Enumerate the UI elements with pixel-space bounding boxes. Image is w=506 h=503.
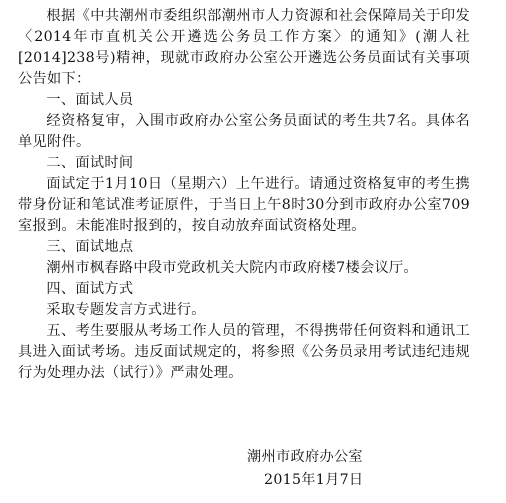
section-4-body: 采取专题发言方式进行。 bbox=[46, 302, 206, 318]
section-3-heading: 三、面试地点 bbox=[46, 239, 134, 255]
signature-org: 潮州市政府办公室 bbox=[247, 449, 363, 465]
section-2-body: 面试定于1月10日（星期六）上午进行。请通过资格复审的考生携带身份证和笔试准考证原件，于当日上午8时30分到市政府办公室709室报到。未能准时报到的，按自动放弃面试资格处理。 bbox=[18, 176, 470, 234]
section-4-heading: 四、面试方式 bbox=[46, 281, 134, 297]
section-5-body: 五、考生要服从考场工作人员的管理，不得携带任何资料和通讯工具进入面试考场。违反面试规定的，将参照《公务员录用考试违纪违规行为处理办法（试行）》严肃处理。 bbox=[18, 323, 470, 381]
section-2-heading: 二、面试时间 bbox=[46, 155, 134, 171]
signature-date: 2015年1月7日 bbox=[264, 472, 364, 488]
notice-body bbox=[18, 6, 470, 384]
section-1-body: 经资格复审，入围市政府办公室公务员面试的考生共7名。具体名单见附件。 bbox=[18, 113, 470, 150]
section-3-body: 潮州市枫春路中段市党政机关大院内市政府楼7楼会议厅。 bbox=[46, 260, 418, 276]
intro-paragraph: 根据《中共潮州市委组织部潮州市人力资源和社会保障局关于印发〈2014年市直机关公开遴选公务员工作方案〉的通知》(潮人社[2014]238号)精神，现就市政府办公室公开遴选公务员面试有关事项公告如下： bbox=[18, 8, 470, 87]
section-1-heading: 一、面试人员 bbox=[46, 92, 134, 108]
